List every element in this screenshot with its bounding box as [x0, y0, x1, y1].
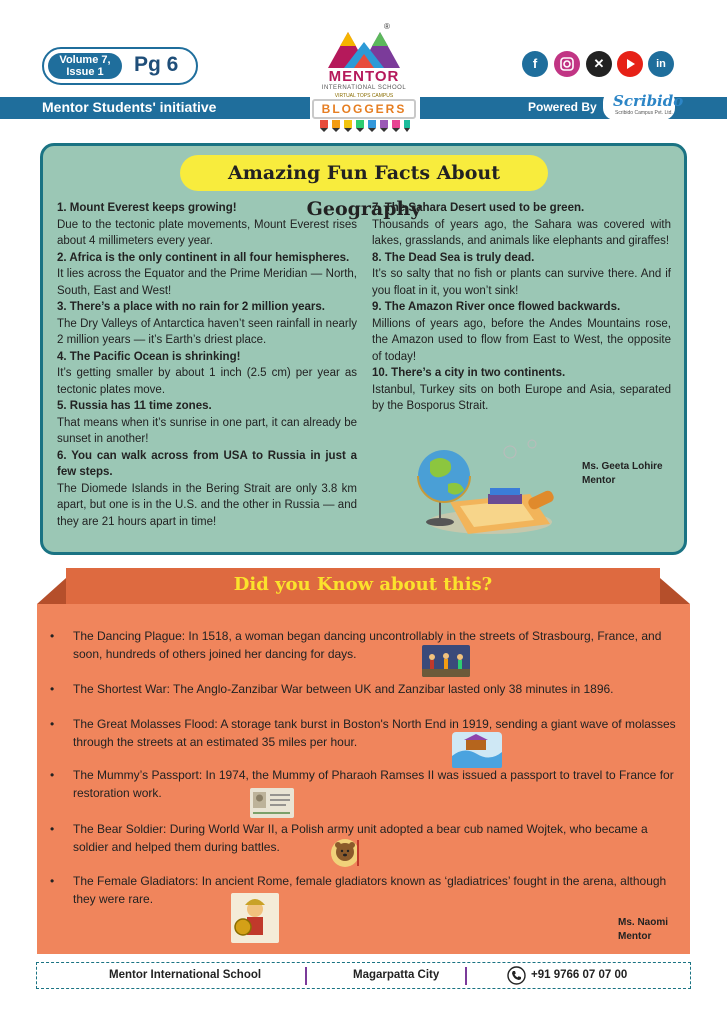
dancing-plague-image	[422, 645, 470, 677]
fact-body: It lies across the Equator and the Prime Meridian — North, South, East and West!	[57, 268, 357, 297]
footer-school: Mentor International School	[109, 969, 262, 981]
bear-soldier-image	[328, 836, 362, 870]
registered-mark: ®	[384, 22, 390, 31]
bullet: •	[50, 822, 55, 836]
volume-issue-label	[48, 53, 122, 79]
fact-body: That means when it’s sunrise in one part, it can already be sunset in another!	[57, 416, 357, 445]
youtube-icon[interactable]	[617, 51, 643, 77]
fact-body: The Dry Valleys of Antarctica haven’t seen rainfall in nearly 2 million years — it’s Earth’s driest place.	[57, 317, 357, 346]
geography-author	[582, 460, 663, 488]
bullet: •	[50, 768, 55, 782]
fact-heading: 8. The Dead Sea is truly dead.	[372, 251, 535, 264]
fact-body: It’s so salty that no fish or plants can survive there. And if you float in it, you won’t sink!	[372, 268, 671, 297]
list-item-text: The Shortest War: The Anglo-Zanzibar War between UK and Zanzibar lasted only 38 minutes in 1896.	[73, 682, 614, 696]
facebook-icon[interactable]: f	[522, 51, 548, 77]
scribido-sub: Scribido Campus Pvt. Ltd.	[615, 110, 673, 116]
footer	[36, 962, 691, 989]
list-item-text: The Dancing Plague: In 1518, a woman began dancing uncontrollably in the streets of Strasbourg, France, and soon, hundreds of others joined her dancing for days.	[73, 629, 662, 661]
fact-heading: 4. The Pacific Ocean is shrinking!	[57, 350, 241, 363]
bullet: •	[50, 717, 55, 731]
female-gladiator-image	[231, 893, 279, 943]
author-name: Ms. Naomi	[618, 917, 669, 928]
issue-text: Issue 1	[66, 66, 104, 78]
author-role: Mentor	[582, 475, 616, 486]
volume-text: Volume 7,	[59, 54, 111, 66]
molasses-flood-image	[452, 732, 502, 768]
did-you-know-author	[618, 916, 668, 944]
facts-right-column	[372, 200, 671, 415]
ribbon-fold-right	[660, 578, 690, 604]
logo-school: INTERNATIONAL SCHOOL	[321, 85, 407, 91]
ribbon-fold-left	[37, 578, 66, 604]
bullet: •	[50, 874, 55, 888]
logo-tagline: VIRTUAL TOPS CAMPUS	[334, 93, 394, 99]
fact-body: Istanbul, Turkey sits on both Europe and Asia, separated by the Bosporus Strait.	[372, 383, 671, 412]
footer-city: Magarpatta City	[353, 969, 440, 981]
list-item-text: The Bear Soldier: During World War II, a Polish army unit adopted a bear cub named Wojtek, who became a soldier and helped them during battles.	[73, 822, 648, 854]
fact-heading: 1. Mount Everest keeps growing!	[57, 202, 237, 214]
fact-body: Due to the tectonic plate movements, Mount Everest rises about 4 millimeters every year.	[57, 218, 357, 247]
page-number: Pg 6	[134, 53, 179, 76]
instagram-icon[interactable]	[554, 51, 580, 77]
logo-name: MENTOR	[328, 68, 400, 85]
phone-icon	[507, 966, 526, 985]
fact-body: It’s getting smaller by about 1 inch (2.5 cm) per year as tectonic plates move.	[57, 367, 357, 396]
fact-heading: 2. Africa is the only continent in all four hemispheres.	[57, 251, 350, 264]
fact-heading: 3. There’s a place with no rain for 2 million years.	[57, 301, 325, 313]
author-role: Mentor	[618, 931, 652, 942]
footer-separator	[465, 967, 467, 985]
did-you-know-title: Did you Know about this?	[233, 574, 493, 595]
logo-bloggers: BLOGGERS	[312, 99, 416, 119]
fact-heading: 10. There’s a city in two continents.	[372, 367, 566, 379]
list-item-text: The Female Gladiators: In ancient Rome, female gladiators known as ‘gladiatrices’ fought in the arena, although they were rare.	[73, 874, 667, 906]
volume-badge	[42, 47, 198, 85]
tagline: Mentor Students' initiative	[42, 99, 217, 115]
fact-heading: 9. The Amazon River once flowed backwards.	[372, 301, 621, 313]
pencils-icon	[316, 120, 412, 132]
bullet: •	[50, 629, 55, 643]
footer-phone[interactable]: +91 9766 07 07 00	[531, 969, 628, 981]
fact-body: Thousands of years ago, the Sahara was covered with lakes, grasslands, and animals like elephants and giraffes!	[372, 218, 671, 247]
facts-left-column	[57, 200, 357, 530]
list-item-text: The Great Molasses Flood: A storage tank burst in Boston's North End in 1919, sending a giant wave of molasses through the streets at an estimated 35 miles per hour.	[73, 717, 676, 749]
mummy-passport-image	[250, 788, 294, 818]
fact-heading: 5. Russia has 11 time zones.	[57, 400, 212, 412]
bullet: •	[50, 682, 55, 696]
scribido-brand: Scribido	[613, 92, 684, 110]
powered-by-label: Powered By	[528, 100, 597, 114]
mountain-logo-icon	[308, 24, 420, 70]
globe-illustration	[410, 432, 560, 542]
x-icon[interactable]: ✕	[586, 51, 612, 77]
fact-heading: 7. The Sahara Desert used to be green.	[372, 202, 585, 214]
list-item-text: The Mummy’s Passport: In 1974, the Mummy of Pharaoh Ramses II was issued a passport to travel to France for restoration work.	[73, 768, 674, 800]
fact-body: Millions of years ago, before the Andes Mountains rose, the Amazon used to flow from East to West, the opposite of today!	[372, 317, 671, 363]
fact-heading: 6. You can walk across from USA to Russia in just a few steps.	[57, 449, 357, 478]
scribido-logo	[603, 90, 684, 120]
geography-title: Amazing Fun Facts About Geography	[180, 155, 548, 191]
author-name: Ms. Geeta Lohire	[582, 461, 663, 472]
footer-separator	[305, 967, 307, 985]
fact-body: The Diomede Islands in the Bering Strait are only 3.8 km apart, but one is in the U.S. and the other in Russia — and they are 21 hours apart in time!	[57, 482, 357, 528]
linkedin-icon[interactable]: in	[648, 51, 674, 77]
